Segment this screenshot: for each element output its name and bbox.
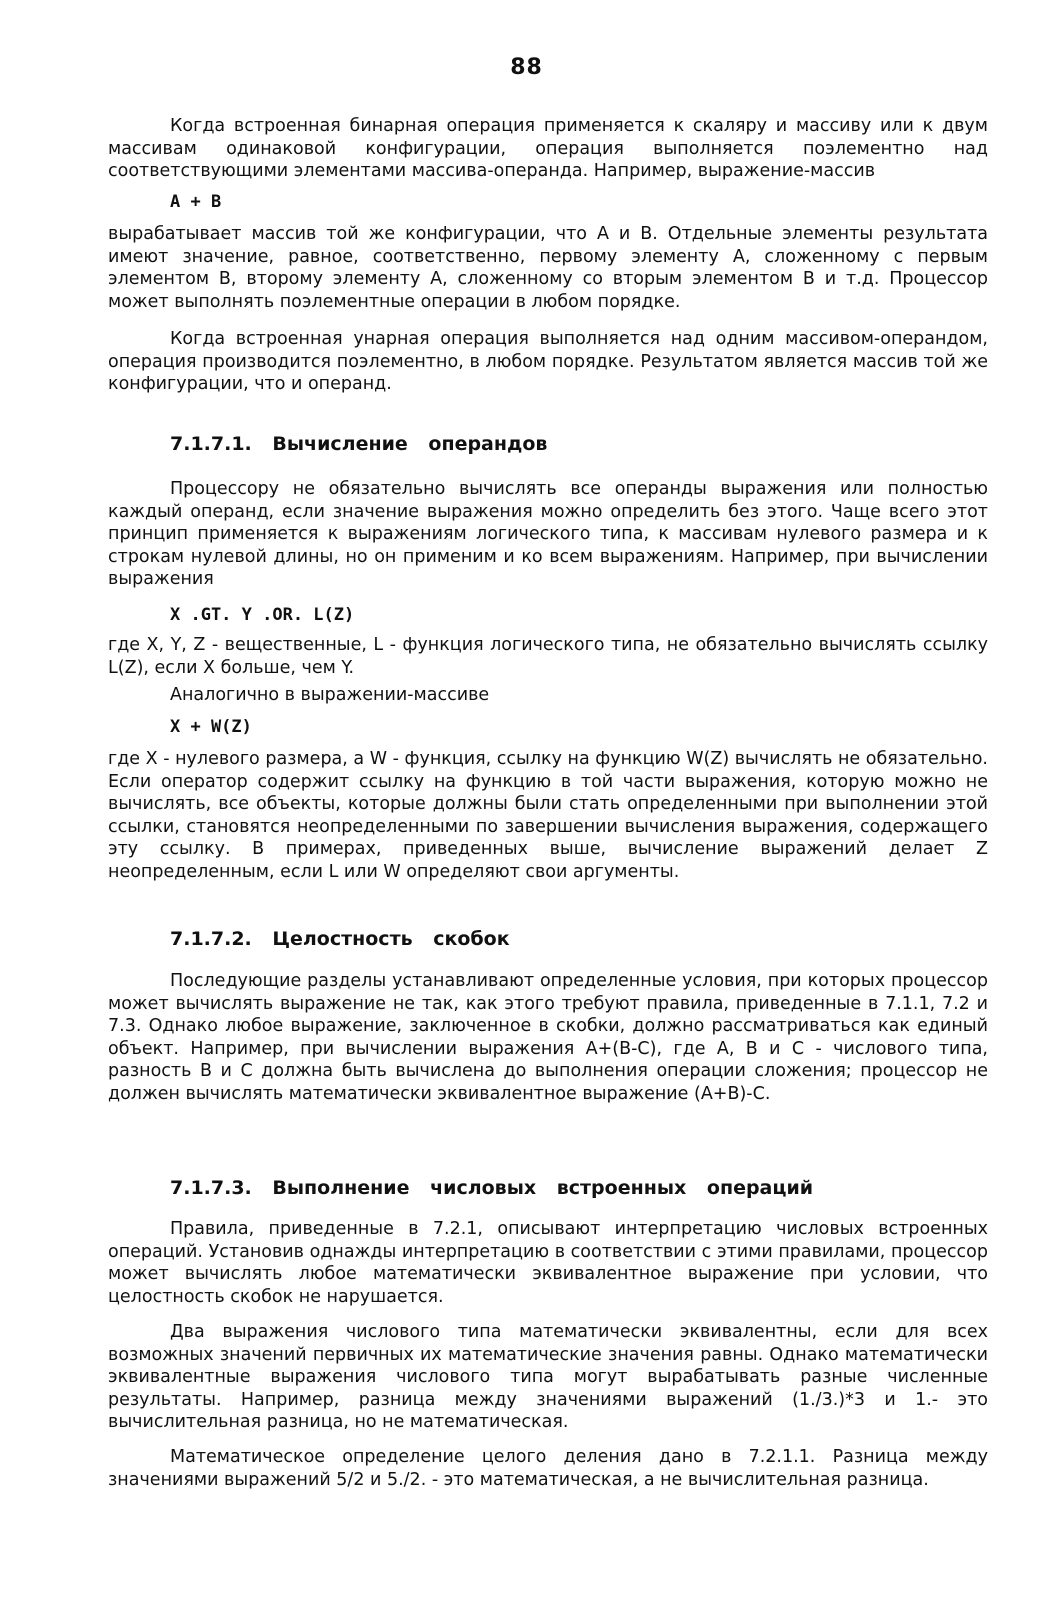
code-array-expression-block — [108, 716, 988, 738]
section3-paragraph-2: Два выражения числового типа математически эквивалентны, если для всех возможных значений первичных их математические значения равны. Однако математически эквивалентные выражения числового типа могут вырабатывать разные численные результаты. Например, разница между значениями выражений (1./3.)*3 и 1.- это вычислительная разница, но не математическая. — [108, 1322, 988, 1432]
section-7-1-7-1-heading: 7.1.7.1. Вычисление операндов — [170, 433, 548, 455]
section-7-1-7-3-heading-block — [108, 1176, 988, 1200]
code-logical-expression: X .GT. Y .OR. L(Z) — [170, 605, 355, 625]
section3-paragraph-3: Математическое определение целого деления дано в 7.2.1.1. Разница между значениями выражений 5/2 и 5./2. - это математическая, а не вычислительная разница. — [108, 1447, 988, 1490]
section1-paragraph-1-block — [108, 478, 988, 591]
code-a-plus-b-block — [108, 191, 988, 213]
section-7-1-7-2-heading-block — [108, 927, 988, 951]
intro-paragraph-1-block — [108, 115, 988, 183]
section2-paragraph-1: Последующие разделы устанавливают определенные условия, при которых процессор может вычислять выражение не так, как этого требуют правила, приведенные в 7.1.1, 7.2 и 7.3. Однако любое выражение, заключенное в скобки, должно рассматриваться как единый объект. Например, при вычислении выражения A+(B-C), где A, B и C - числового типа, разность B и C должна быть вычислена до выполнения операции сложения; процессор не должен вычислять математически эквивалентное выражение (A+B)-C. — [108, 971, 988, 1104]
section-7-1-7-1-heading-block — [108, 432, 988, 456]
section3-paragraph-3-block — [108, 1446, 988, 1491]
section-7-1-7-3-heading: 7.1.7.3. Выполнение числовых встроенных операций — [170, 1177, 814, 1199]
section3-paragraph-2-block — [108, 1321, 988, 1434]
code-logical-expression-block — [108, 604, 988, 626]
section1-paragraph-1: Процессору не обязательно вычислять все операнды выражения или полностью каждый операнд, если значение выражения можно определить без этого. Чаще всего этот принцип применяется к выражениям логического типа, к массивам нулевого размера и к строкам нулевой длины, но он применим и ко всем выражениям. Например, при вычислении выражения — [108, 479, 988, 589]
section2-paragraph-1-block — [108, 970, 988, 1105]
section3-paragraph-1-block — [108, 1218, 988, 1308]
section3-paragraph-1: Правила, приведенные в 7.2.1, описывают интерпретацию числовых встроенных операций. Установив однажды интерпретацию в соответствии с этими правилами, процессор может вычислять любое математически эквивалентное выражение при условии, что целостность скобок не нарушается. — [108, 1219, 988, 1307]
intro-paragraph-3: Когда встроенная унарная операция выполняется над одним массивом-операндом, операция производится поэлементно, в любом порядке. Результатом является массив той же конфигурации, что и операнд. — [108, 329, 988, 394]
section1-paragraph-2: где X, Y, Z - вещественные, L - функция логического типа, не обязательно вычислять ссылку L(Z), если X больше, чем Y. — [108, 635, 988, 678]
section1-paragraph-2-block — [108, 634, 988, 679]
intro-paragraph-3-block — [108, 328, 988, 396]
code-array-expression: X + W(Z) — [170, 717, 252, 737]
intro-paragraph-1: Когда встроенная бинарная операция применяется к скаляру и массиву или к двум массивам одинаковой конфигурации, операция выполняется поэлементно над соответствующими элементами массива-операнда. Например, выражение-массив — [108, 116, 988, 181]
page-number: 88 — [510, 55, 543, 80]
code-a-plus-b: A + B — [170, 192, 222, 212]
section1-paragraph-3-block — [108, 684, 988, 707]
section1-paragraph-4: где X - нулевого размера, а W - функция, ссылку на функцию W(Z) вычислять не обязательно. Если оператор содержит ссылку на функцию в той части выражения, которую можно не вычислять, все объекты, которые должны были стать определенными при выполнении этой ссылки, становятся неопределенными по завершении вычисления выражения, содержащего эту ссылку. В примерах, приведенных выше, вычисление выражений делает Z неопределенным, если L или W определяют свои аргументы. — [108, 749, 988, 882]
section1-paragraph-4-block — [108, 748, 988, 883]
intro-paragraph-2: вырабатывает массив той же конфигурации, что A и B. Отдельные элементы результата имеют значение, равное, соответственно, первому элементу A, сложенному с первым элементом B, второму элементу A, сложенному со вторым элементом B и т.д. Процессор может выполнять поэлементные операции в любом порядке. — [108, 224, 988, 312]
intro-paragraph-2-block — [108, 223, 988, 313]
section1-paragraph-3: Аналогично в выражении-массиве — [170, 685, 490, 705]
section-7-1-7-2-heading: 7.1.7.2. Целостность скобок — [170, 928, 510, 950]
